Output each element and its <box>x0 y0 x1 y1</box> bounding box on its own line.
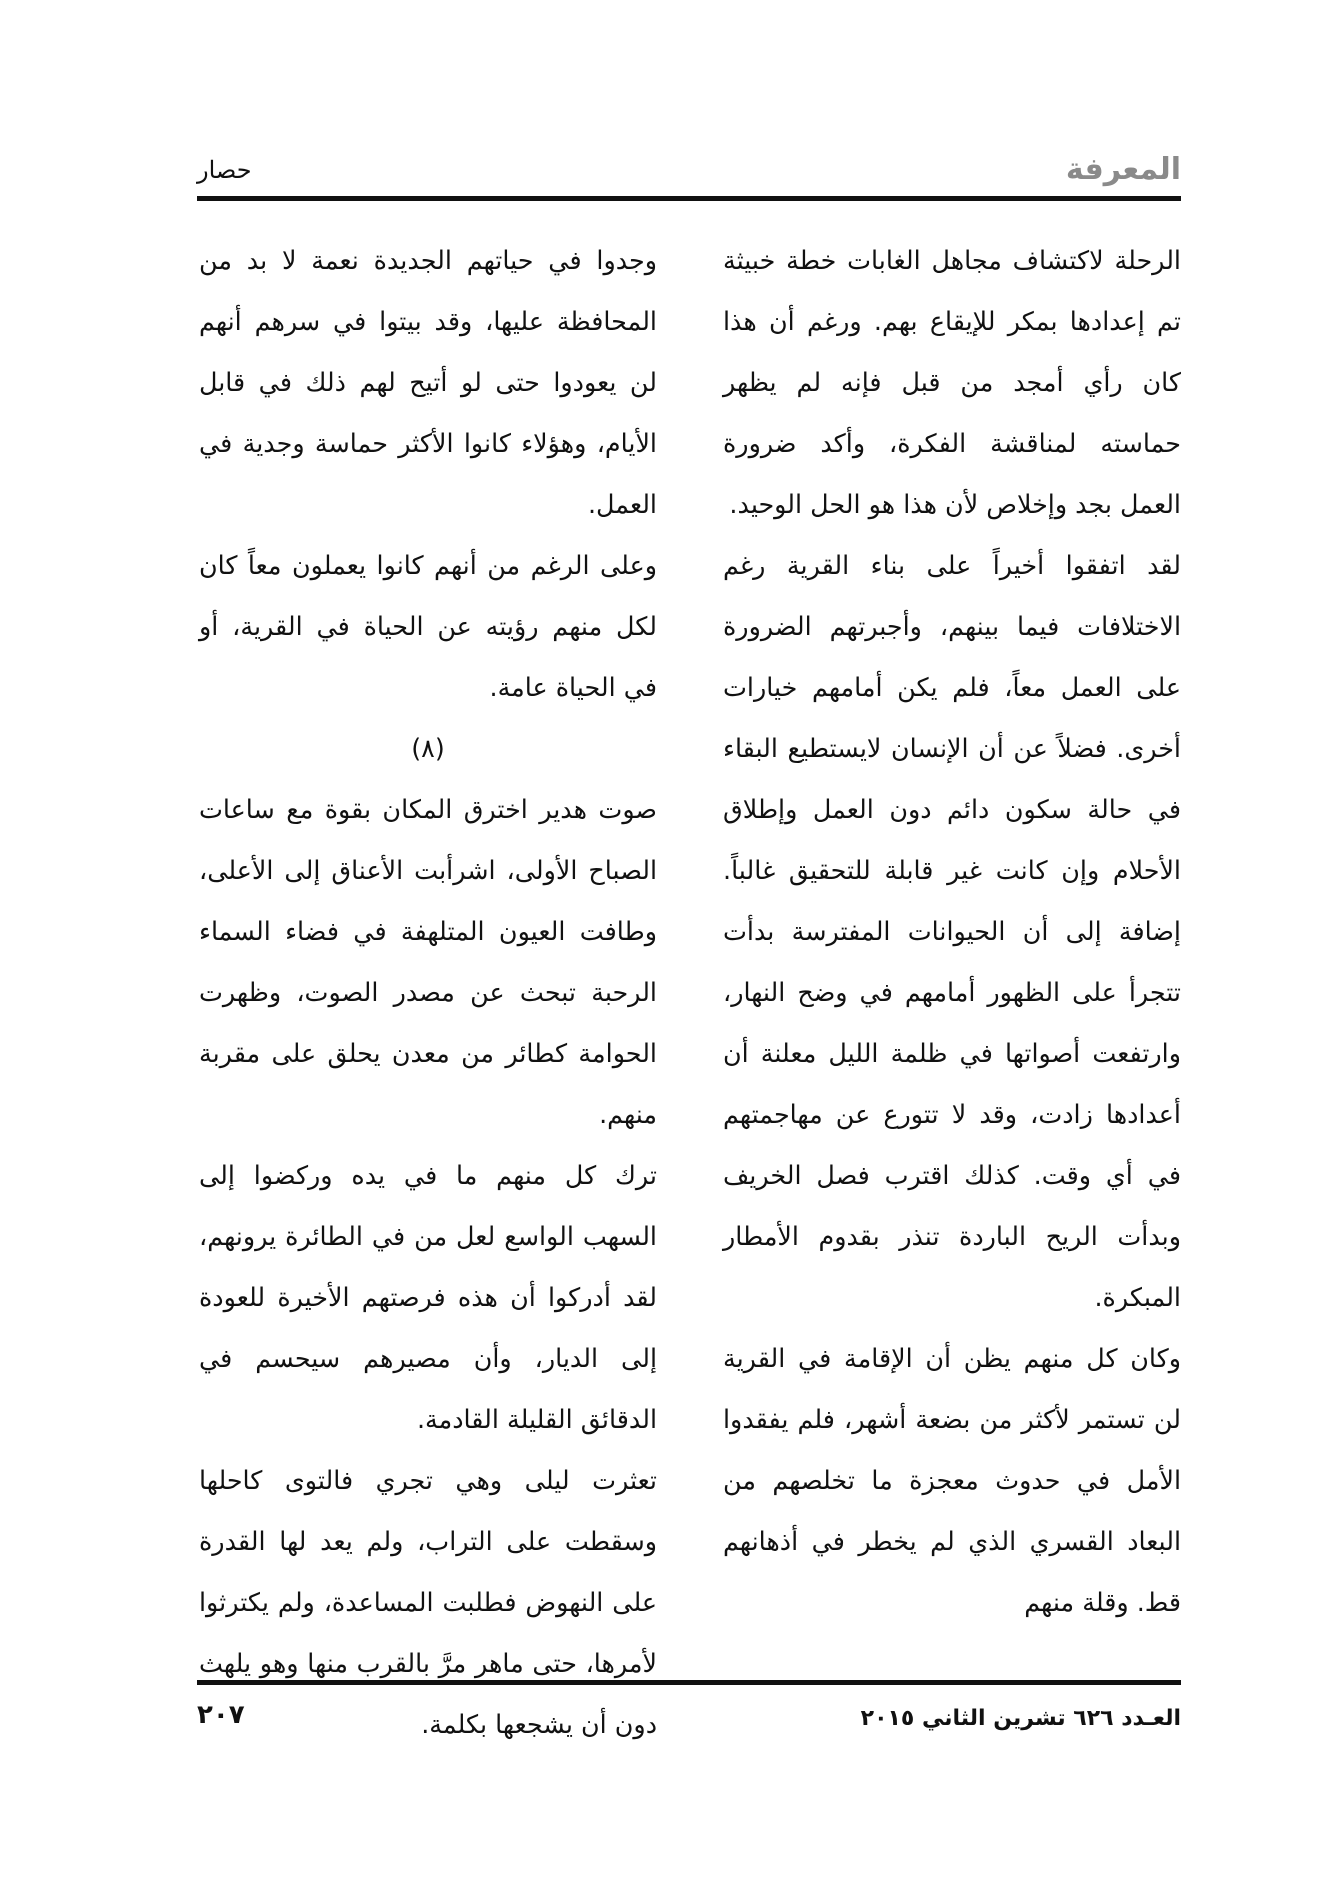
page-number: ٢٠٧ <box>197 1700 245 1730</box>
section-title: حصار <box>197 156 252 184</box>
page-header <box>197 152 1181 196</box>
text-column-left <box>199 230 657 1755</box>
magazine-logo: المعرفة <box>1065 152 1181 187</box>
paragraph: تعثرت ليلى وهي تجري فالتوى كاحلها وسقطت على التراب، ولم يعد لها القدرة على النهوض فطلبت المساعدة، ولم يكترثوا لأمرها، حتى ماهر مرَّ بالقرب منها وهو يلهث دون أن يشجعها بكلمة. <box>199 1465 657 1739</box>
paragraph: وجدوا في حياتهم الجديدة نعمة لا بد من المحافظة عليها، وقد بيتوا في سرهم أنهم لن يعودوا حتى لو أتيح لهم ذلك في قابل الأيام، وهؤلاء كانوا الأكثر حماسة وجدية في العمل. <box>199 245 657 519</box>
paragraph: الرحلة لاكتشاف مجاهل الغابات خطة خبيثة تم إعدادها بمكر للإيقاع بهم. ورغم أن هذا كان رأي أمجد من قبل فإنه لم يظهر حماسته لمناقشة الفكرة، وأكد ضرورة العمل بجد وإخلاص لأن هذا هو الحل الوحيد. <box>723 245 1181 519</box>
paragraph: ترك كل منهم ما في يده وركضوا إلى السهب الواسع لعل من في الطائرة يرونهم، لقد أدركوا أن هذه فرصتهم الأخيرة للعودة إلى الديار، وأن مصيرهم سيحسم في الدقائق القليلة القادمة. <box>199 1160 657 1434</box>
paragraph: وكان كل منهم يظن أن الإقامة في القرية لن تستمر لأكثر من بضعة أشهر، فلم يفقدوا الأمل في حدوث معجزة ما تخلصهم من البعاد القسري الذي لم يخطر في أذهانهم قط. وقلة منهم <box>723 1343 1181 1617</box>
text-column-right <box>723 230 1181 1633</box>
header-divider <box>197 196 1181 201</box>
section-number: (٨) <box>411 733 445 763</box>
paragraph: لقد اتفقوا أخيراً على بناء القرية رغم الاختلافات فيما بينهم، وأجبرتهم الضرورة على العمل معاً، فلم يكن أمامهم خيارات أخرى. فضلاً عن أن الإنسان لايستطيع البقاء في حالة سكون دائم دون العمل وإطلاق الأحلام وإن كانت غير قابلة للتحقيق غالباً. إضافة إلى أن الحيوانات المفترسة بدأت تتجرأ على الظهور أمامهم في وضح النهار، وارتفعت أصواتها في ظلمة الليل معلنة أن أعدادها زادت، وقد لا تتورع عن مهاجمتهم في أي وقت. كذلك اقترب فصل الخريف وبدأت الريح الباردة تنذر بقدوم الأمطار المبكرة. <box>723 550 1181 1312</box>
issue-info: العـدد ٦٢٦ تشرين الثاني ٢٠١٥ <box>860 1706 1181 1731</box>
paragraph: وعلى الرغم من أنهم كانوا يعملون معاً كان لكل منهم رؤيته عن الحياة في القرية، أو في الحياة عامة. <box>199 550 657 702</box>
footer-divider <box>197 1680 1181 1685</box>
paragraph: صوت هدير اخترق المكان بقوة مع ساعات الصباح الأولى، اشرأبت الأعناق إلى الأعلى، وطافت العيون المتلهفة في فضاء السماء الرحبة تبحث عن مصدر الصوت، وظهرت الحوامة كطائر من معدن يحلق على مقربة منهم. <box>199 794 657 1129</box>
